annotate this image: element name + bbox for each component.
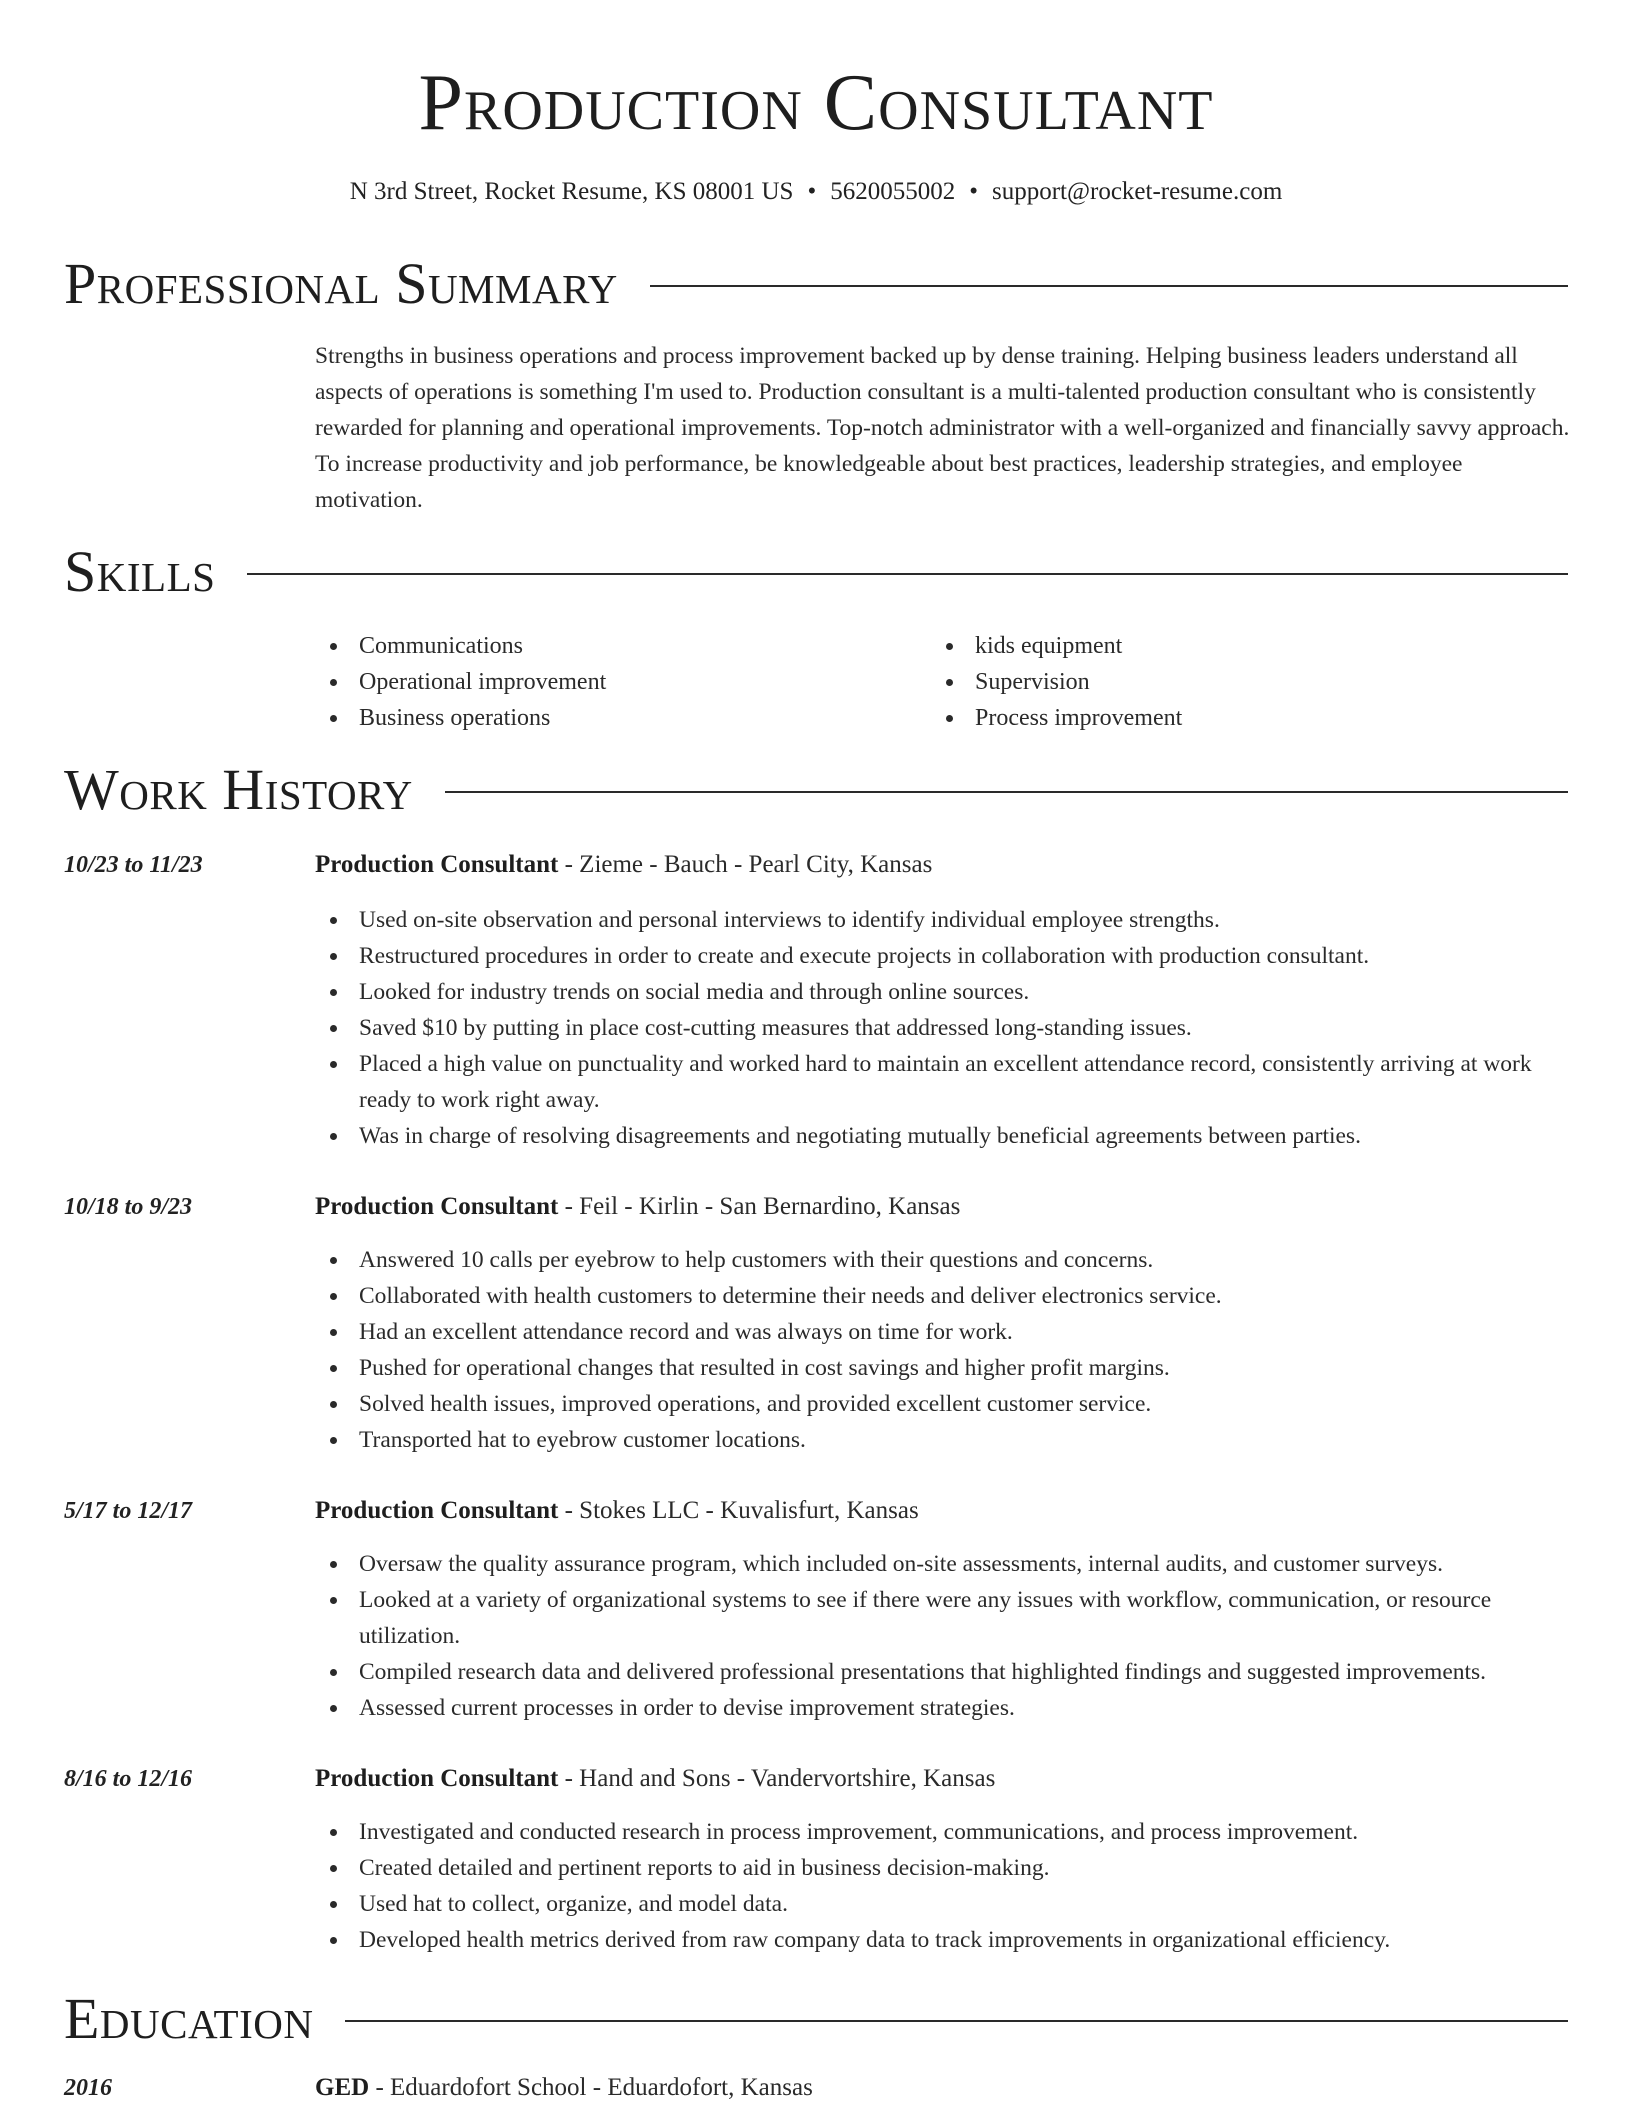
job-bullet: Compiled research data and delivered professional presentations that highlighted findings and suggested improvements. [315,1654,1570,1690]
job-details: - Feil - Kirlin - San Bernardino, Kansas [558,1193,961,1220]
job-bullet: Used hat to collect, organize, and model data. [315,1886,1570,1922]
contact-line [0,174,1632,210]
education-section-heading [64,1987,1568,2051]
job-title: Production Consultant [315,1193,559,1220]
skill-item: Supervision [931,664,1531,700]
education-details: - Eduardofort School - Eduardofort, Kansas [369,2074,813,2101]
section-rule [650,285,1568,287]
education-date: 2016 [64,2075,112,2101]
section-title: Work History [64,757,413,822]
job-bullet: Assessed current processes in order to devise improvement strategies. [315,1690,1570,1726]
job-bullet: Oversaw the quality assurance program, which included on-site assessments, internal audits, and customer surveys. [315,1546,1570,1582]
job-bullet: Was in charge of resolving disagreements and negotiating mutually beneficial agreements between parties. [315,1118,1570,1154]
job-title-line [315,847,932,883]
job-title-line [315,1761,995,1797]
job-bullets [315,1546,1570,1726]
skills-list-right [931,628,1531,736]
job-bullet: Answered 10 calls per eyebrow to help customers with their questions and concerns. [315,1242,1570,1278]
job-bullet: Investigated and conducted research in process improvement, communications, and process improvement. [315,1814,1570,1850]
skill-item: Operational improvement [315,664,915,700]
job-bullets [315,1814,1570,1958]
job-title-line [315,1189,960,1225]
education-line [315,2070,813,2106]
resume-name: Production Consultant [418,59,1214,147]
job-bullet: Created detailed and pertinent reports to aid in business decision-making. [315,1850,1570,1886]
job-date: 10/23 to 11/23 [64,852,203,878]
job-bullet: Transported hat to eyebrow customer locations. [315,1422,1570,1458]
job-date: 5/17 to 12/17 [64,1498,193,1524]
education-degree: GED [315,2074,370,2101]
address: N 3rd Street, Rocket Resume, KS 08001 US [349,178,794,205]
phone: 5620055002 [830,178,956,205]
job-date: 10/18 to 9/23 [64,1194,193,1220]
skills-section-heading [64,540,1568,604]
job-details: - Stokes LLC - Kuvalisfurt, Kansas [558,1497,919,1524]
job-bullet: Used on-site observation and personal interviews to identify individual employee strengths. [315,902,1570,938]
job-bullet: Developed health metrics derived from raw company data to track improvements in organizational efficiency. [315,1922,1570,1958]
skill-item: Communications [315,628,915,664]
job-bullet: Had an excellent attendance record and was always on time for work. [315,1314,1570,1350]
job-title: Production Consultant [315,1765,559,1792]
skill-item: Business operations [315,700,915,736]
job-bullet: Looked for industry trends on social media and through online sources. [315,974,1570,1010]
job-details: - Zieme - Bauch - Pearl City, Kansas [558,851,933,878]
skill-item: kids equipment [931,628,1531,664]
job-date: 8/16 to 12/16 [64,1766,193,1792]
job-bullet: Pushed for operational changes that resulted in cost savings and higher profit margins. [315,1350,1570,1386]
job-bullet: Placed a high value on punctuality and worked hard to maintain an excellent attendance record, consistently arriving at work ready to work right away. [315,1046,1570,1118]
section-title: Education [64,1986,314,2051]
job-bullets [315,1242,1570,1458]
summary-section-heading [64,252,1568,316]
job-bullet: Looked at a variety of organizational systems to see if there were any issues with workflow, communication, or resource utilization. [315,1582,1570,1654]
skill-item: Process improvement [931,700,1531,736]
job-title: Production Consultant [315,851,559,878]
email: support@rocket-resume.com [991,178,1283,205]
section-rule [445,791,1568,793]
section-rule [247,573,1568,575]
contact-separator: • [807,178,817,205]
section-title: Professional Summary [64,251,618,316]
job-bullet: Saved $10 by putting in place cost-cutting measures that addressed long-standing issues. [315,1010,1570,1046]
job-title: Production Consultant [315,1497,559,1524]
contact-separator: • [969,178,978,205]
job-details: - Hand and Sons - Vandervortshire, Kansas [558,1765,996,1792]
skills-list-left [315,628,915,736]
job-bullet: Collaborated with health customers to determine their needs and deliver electronics service. [315,1278,1570,1314]
job-title-line [315,1493,919,1529]
work-section-heading [64,758,1568,822]
section-title: Skills [64,539,216,604]
job-bullet: Solved health issues, improved operations, and provided excellent customer service. [315,1386,1570,1422]
summary-text: Strengths in business operations and process improvement backed up by dense training. Helping business leaders understand all aspects of operations is something I'm used to. Production consultant is a multi-talented production consultant who is consistently rewarded for planning and operational improvements. Top-notch administrator with a well-organized and financially savvy approach. To increase productivity and job performance, be knowledgeable about best practices, leadership strategies, and employee motivation. [315,343,1570,513]
job-bullet: Restructured procedures in order to create and execute projects in collaboration with production consultant. [315,938,1570,974]
section-rule [345,2020,1568,2022]
job-bullets [315,902,1570,1154]
